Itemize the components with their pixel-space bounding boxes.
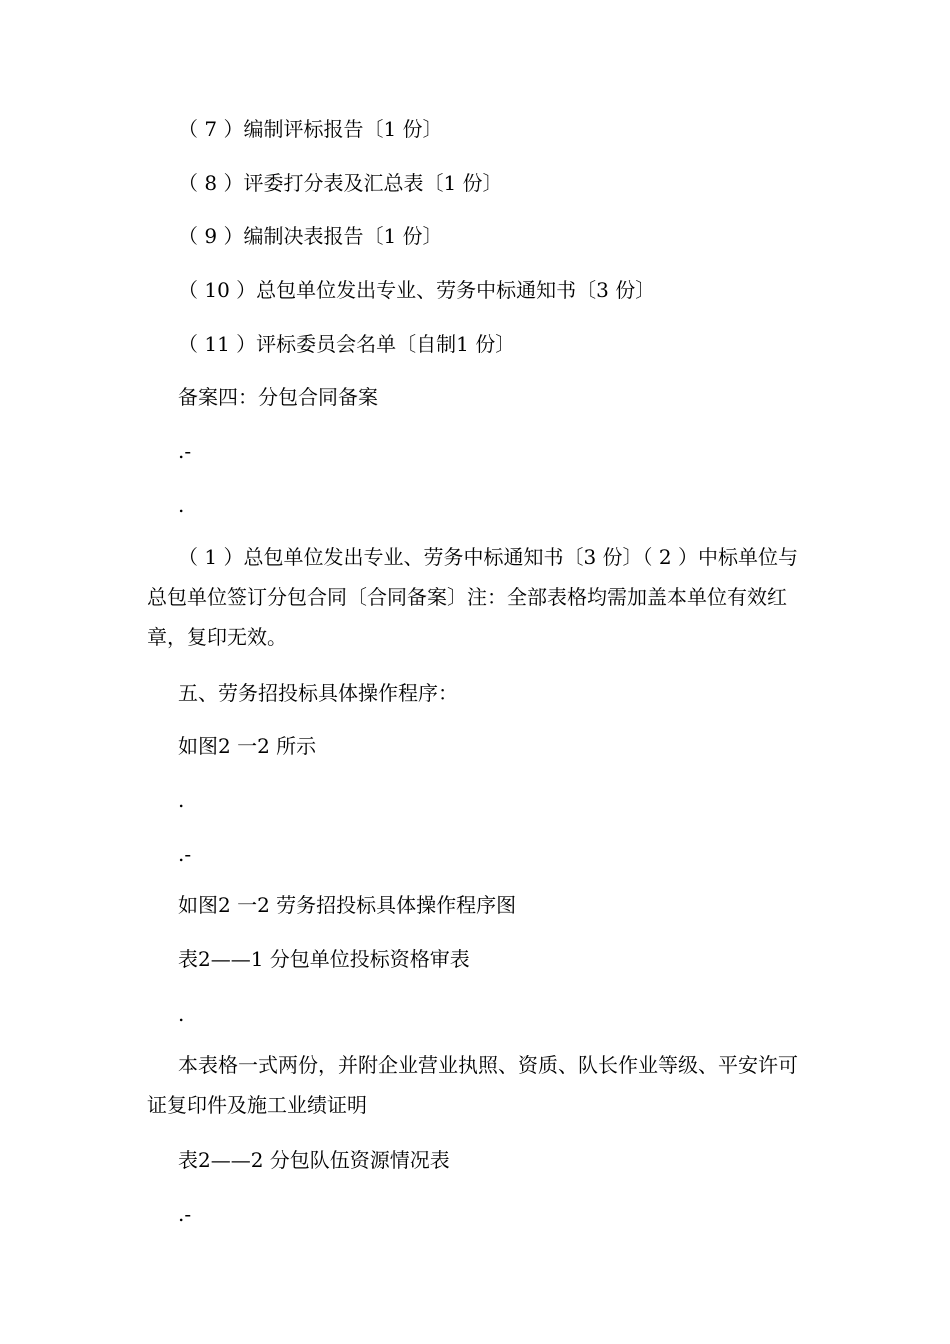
filing-items-paragraph: （ 1 ）总包单位发出专业、劳务中标通知书〔3 份〕（ 2 ）中标单位与总包单位签订分包合同〔合同备案〕注：全部表格均需加盖本单位有效红章，复印无效。 [147,545,798,649]
item-9-decision-report: （ 9 ）编制决表报告〔1 份〕 [178,224,443,248]
item-11-committee-list: （ 11 ）评标委员会名单〔自制1 份〕 [178,332,516,356]
item-10-award-notice: （ 10 ）总包单位发出专业、劳务中标通知书〔3 份〕 [178,278,656,302]
separator-dot: . [178,788,185,812]
section-five-heading: 五、劳务招投标具体操作程序： [178,681,458,705]
separator-mark: .- [178,1202,192,1226]
figure-caption: 如图2 一2 劳务招投标具体操作程序图 [178,893,517,917]
separator-mark: .- [178,439,192,463]
separator-dot: . [178,1002,185,1026]
separator-dot: . [178,493,185,517]
separator-mark: .- [178,842,192,866]
item-8-scoring-sheet: （ 8 ）评委打分表及汇总表〔1 份〕 [178,171,503,195]
table-2-2-caption: 表2——2 分包队伍资源情况表 [178,1148,450,1172]
item-7-evaluation-report: （ 7 ）编制评标报告〔1 份〕 [178,117,443,141]
section-filing-four-heading: 备案四：分包合同备案 [178,385,378,409]
figure-reference: 如图2 一2 所示 [178,734,317,758]
table-note-paragraph: 本表格一式两份，并附企业营业执照、资质、队长作业等级、平安许可证复印件及施工业绩证明 [147,1053,798,1117]
table-2-1-caption: 表2——1 分包单位投标资格审表 [178,947,470,971]
